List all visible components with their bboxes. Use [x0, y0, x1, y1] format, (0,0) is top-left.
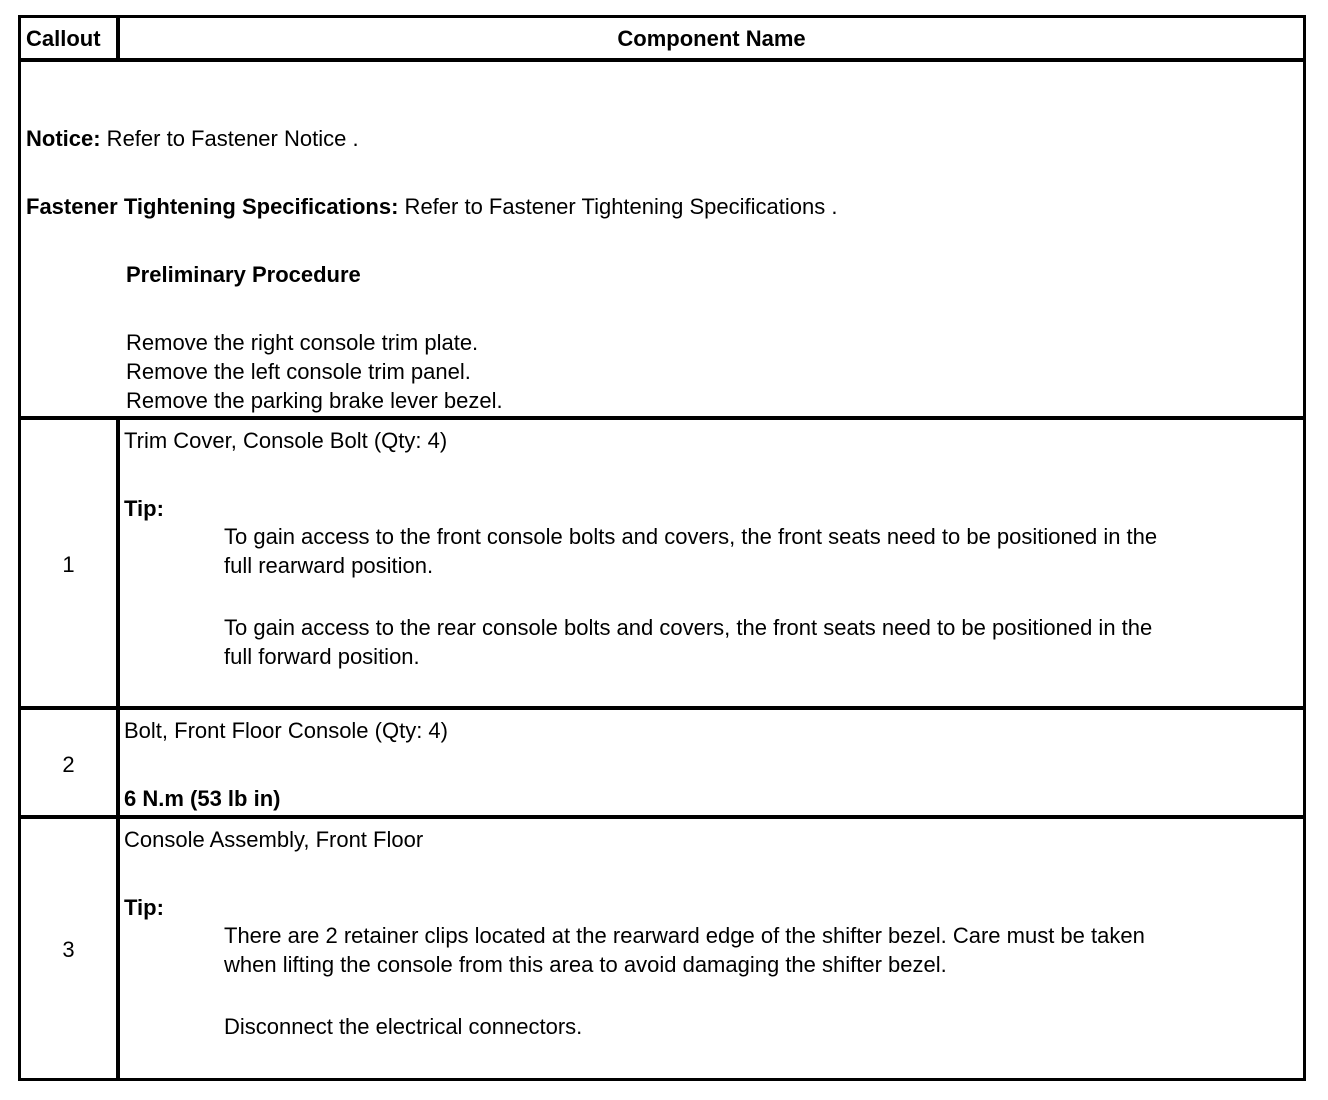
preliminary-step: Remove the parking brake lever bezel.	[126, 388, 503, 413]
component-name: Trim Cover, Console Bolt (Qty: 4)	[124, 428, 448, 453]
header-row	[21, 18, 1303, 58]
preliminary-title: Preliminary Procedure	[126, 262, 361, 287]
intro-row	[21, 58, 1303, 416]
callout-number: 2	[62, 752, 75, 777]
tip-label: Tip:	[124, 895, 164, 920]
tip-text: when lifting the console from this area to avoid damaging the shifter bezel.	[224, 952, 947, 977]
torque-spec: 6 N.m (53 lb in)	[124, 786, 281, 811]
component-name-header: Component Name	[617, 26, 806, 51]
tip-text: full forward position.	[224, 644, 420, 669]
table-row	[21, 815, 1303, 1078]
preliminary-step: Remove the left console trim panel.	[126, 359, 471, 384]
callout-header: Callout	[26, 26, 101, 51]
procedure-table	[18, 15, 1306, 1081]
tip-text: full rearward position.	[224, 553, 434, 578]
spec-label: Fastener Tightening Specifications:	[26, 194, 399, 219]
spec-line	[26, 192, 837, 221]
tip-text: There are 2 retainer clips located at the rearward edge of the shifter bezel. Care must be taken	[224, 923, 1145, 948]
callout-column-divider	[116, 420, 120, 1078]
notice-label: Notice:	[26, 126, 101, 151]
callout-number: 3	[62, 937, 75, 962]
preliminary-step: Remove the right console trim plate.	[126, 330, 479, 355]
notice-text: Refer to Fastener Notice .	[100, 126, 359, 151]
component-name: Console Assembly, Front Floor	[124, 827, 424, 852]
table-row	[21, 706, 1303, 815]
callout-number: 1	[62, 552, 75, 577]
spec-text: Refer to Fastener Tightening Specifications .	[398, 194, 838, 219]
table-row	[21, 416, 1303, 706]
tip-text: To gain access to the front console bolts and covers, the front seats need to be positioned in the	[224, 524, 1158, 549]
tip-text: Disconnect the electrical connectors.	[224, 1014, 583, 1039]
header-divider	[116, 18, 120, 58]
tip-text: To gain access to the rear console bolts and covers, the front seats need to be positioned in the	[224, 615, 1153, 640]
tip-label: Tip:	[124, 496, 164, 521]
component-name: Bolt, Front Floor Console (Qty: 4)	[124, 718, 448, 743]
notice-line	[26, 124, 359, 153]
